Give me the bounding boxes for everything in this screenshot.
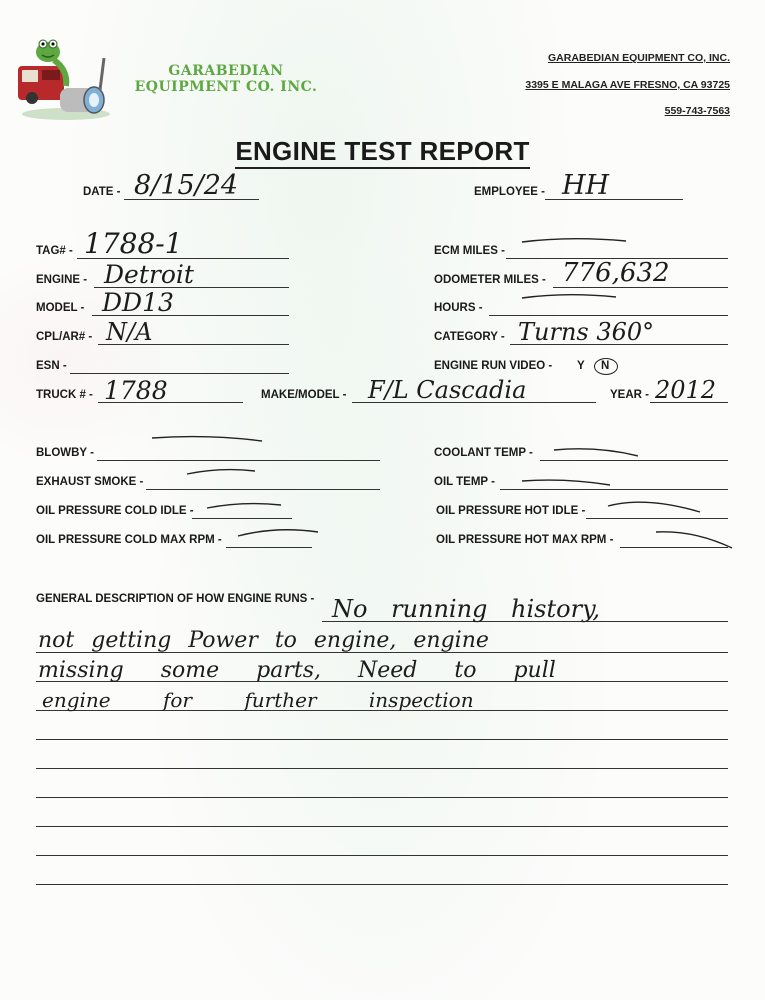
esn-line — [70, 373, 289, 374]
company-name — [126, 63, 326, 95]
oil-pressure-cold-idle-dash-mark — [205, 500, 283, 512]
oil-pressure-hot-max-dash-mark — [654, 528, 734, 550]
description-text-line-1: No running history, — [332, 595, 601, 623]
coolant-temp-dash-mark — [552, 444, 642, 460]
page-title — [0, 136, 765, 167]
ecm-miles-dash-mark — [520, 234, 630, 248]
hours-line — [489, 315, 728, 316]
oil-pressure-hot-idle-label: OIL PRESSURE HOT IDLE - — [436, 505, 586, 517]
tag-value: 1788-1 — [84, 227, 183, 260]
oil-temp-line — [500, 489, 728, 490]
engine-run-video-option-y: Y — [577, 360, 585, 372]
category-label: CATEGORY - — [434, 331, 505, 343]
oil-pressure-cold-max-line — [226, 547, 312, 548]
engine-label: ENGINE - — [36, 274, 88, 286]
make-model-label: MAKE/MODEL - — [261, 389, 347, 401]
address-company: GARABEDIAN EQUIPMENT CO, INC. — [547, 52, 730, 64]
engine-run-video-label: ENGINE RUN VIDEO - — [434, 360, 553, 372]
exhaust-smoke-dash-mark — [185, 466, 257, 478]
tag-label: TAG# - — [36, 245, 73, 257]
engine-value: Detroit — [104, 260, 194, 289]
blowby-dash-mark — [150, 432, 265, 446]
odometer-value: 776,632 — [562, 258, 670, 288]
esn-label: ESN - — [36, 360, 67, 372]
odometer-label: ODOMETER MILES - — [434, 274, 546, 286]
category-value: Turns 360° — [518, 318, 655, 346]
description-line-5 — [36, 739, 728, 740]
ecm-miles-label: ECM MILES - — [434, 245, 505, 257]
engine-run-video-option-n: N — [601, 360, 610, 372]
oil-pressure-hot-idle-line — [586, 518, 728, 519]
blowby-label: BLOWBY - — [36, 447, 94, 459]
oil-pressure-hot-max-label: OIL PRESSURE HOT MAX RPM - — [436, 534, 614, 546]
truck-label: TRUCK # - — [36, 389, 93, 401]
company-name-line2: EQUIPMENT CO. INC. — [134, 79, 318, 95]
model-label: MODEL - — [36, 302, 85, 314]
coolant-temp-line — [540, 460, 728, 461]
year-value: 2012 — [655, 376, 717, 404]
oil-pressure-cold-idle-label: OIL PRESSURE COLD IDLE - — [36, 505, 194, 517]
oil-temp-dash-mark — [520, 476, 612, 488]
description-text-line-2: not getting Power to engine, engine — [38, 628, 489, 653]
description-line-8 — [36, 826, 728, 827]
description-text-line-4: engine for further inspection — [42, 688, 474, 712]
coolant-temp-label: COOLANT TEMP - — [434, 447, 533, 459]
description-line-7 — [36, 797, 728, 798]
engine-run-video-selected-circle — [594, 358, 618, 375]
description-line-9 — [36, 855, 728, 856]
cpl-label: CPL/AR# - — [36, 331, 93, 343]
model-value: DD13 — [102, 288, 174, 317]
exhaust-smoke-label: EXHAUST SMOKE - — [36, 476, 144, 488]
hours-dash-mark — [520, 290, 620, 304]
make-model-value: F/L Cascadia — [368, 376, 527, 404]
company-name-line1: GARABEDIAN — [168, 63, 284, 79]
employee-value: HH — [562, 170, 610, 201]
oil-pressure-hot-idle-dash-mark — [606, 496, 702, 516]
page-title-text: ENGINE TEST REPORT — [235, 136, 529, 169]
address-street: 3395 E MALAGA AVE FRESNO, CA 93725 — [525, 79, 730, 91]
exhaust-smoke-line — [146, 489, 380, 490]
description-line-10 — [36, 884, 728, 885]
date-value: 8/15/24 — [134, 170, 239, 201]
oil-temp-label: OIL TEMP - — [434, 476, 495, 488]
address-phone: 559-743-7563 — [664, 105, 730, 117]
date-label: DATE - — [83, 186, 121, 198]
hours-label: HOURS - — [434, 302, 483, 314]
company-logo — [14, 30, 114, 122]
oil-pressure-cold-max-label: OIL PRESSURE COLD MAX RPM - — [36, 534, 222, 546]
description-line-6 — [36, 768, 728, 769]
description-text-line-3: missing some parts, Need to pull — [38, 658, 556, 683]
oil-pressure-cold-idle-line — [192, 518, 292, 519]
employee-label: EMPLOYEE - — [474, 186, 545, 198]
general-description-label: GENERAL DESCRIPTION OF HOW ENGINE RUNS - — [36, 593, 315, 605]
oil-pressure-cold-max-dash-mark — [236, 526, 320, 540]
cpl-value: N/A — [106, 318, 153, 346]
year-label: YEAR - — [610, 389, 649, 401]
blowby-line — [97, 460, 380, 461]
truck-value: 1788 — [104, 376, 168, 405]
